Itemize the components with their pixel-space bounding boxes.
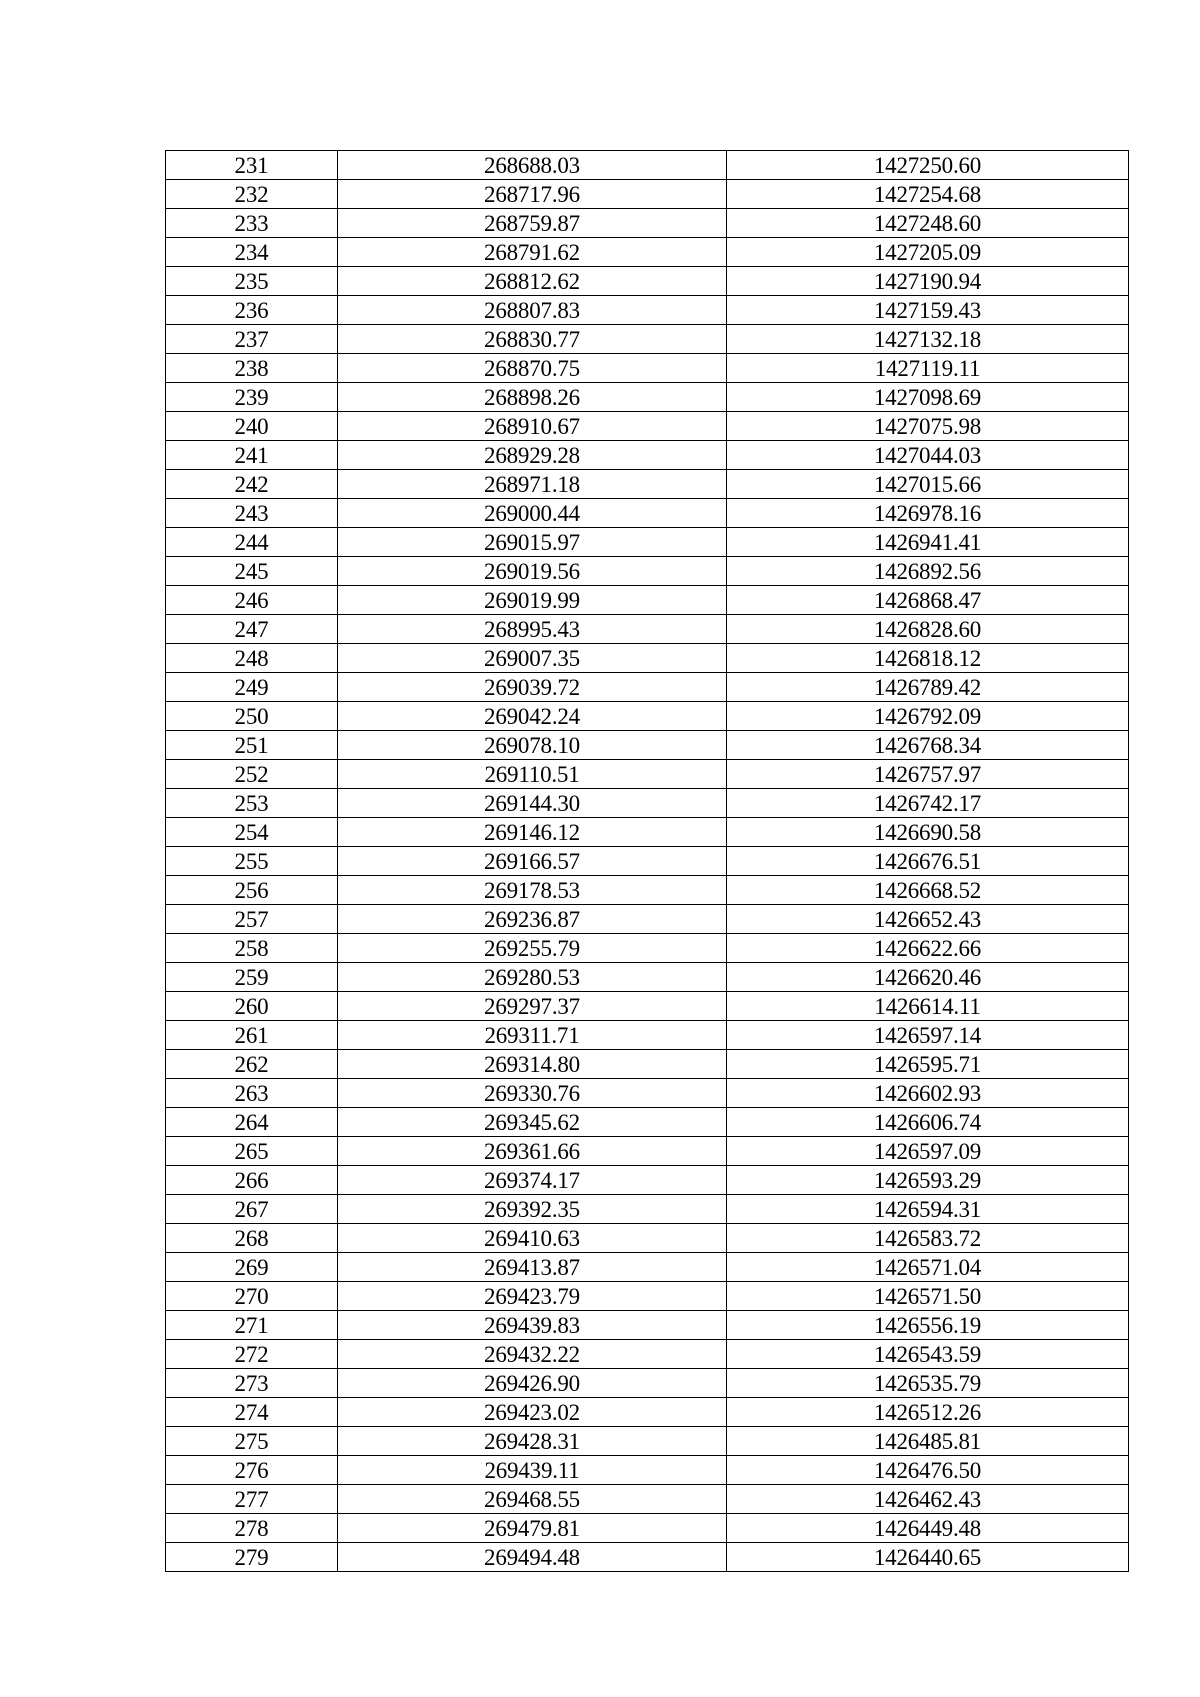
x-coordinate-cell: 269468.55: [338, 1485, 727, 1514]
point-number-cell: 267: [166, 1195, 338, 1224]
y-coordinate-cell: 1426978.16: [727, 499, 1129, 528]
point-number-cell: 231: [166, 151, 338, 180]
table-row: [166, 760, 1129, 789]
x-coordinate-cell: 269039.72: [338, 673, 727, 702]
x-coordinate-cell: 269361.66: [338, 1137, 727, 1166]
table-row: [166, 847, 1129, 876]
point-number-cell: 240: [166, 412, 338, 441]
table-row: [166, 412, 1129, 441]
table-row: [166, 1282, 1129, 1311]
y-coordinate-cell: 1426535.79: [727, 1369, 1129, 1398]
y-coordinate-cell: 1426556.19: [727, 1311, 1129, 1340]
y-coordinate-cell: 1426690.58: [727, 818, 1129, 847]
x-coordinate-cell: 269311.71: [338, 1021, 727, 1050]
table-row: [166, 1311, 1129, 1340]
point-number-cell: 255: [166, 847, 338, 876]
x-coordinate-cell: 269428.31: [338, 1427, 727, 1456]
y-coordinate-cell: 1426462.43: [727, 1485, 1129, 1514]
x-coordinate-cell: 269374.17: [338, 1166, 727, 1195]
x-coordinate-cell: 268759.87: [338, 209, 727, 238]
point-number-cell: 266: [166, 1166, 338, 1195]
y-coordinate-cell: 1427250.60: [727, 151, 1129, 180]
y-coordinate-cell: 1426792.09: [727, 702, 1129, 731]
point-number-cell: 253: [166, 789, 338, 818]
table-row: [166, 1253, 1129, 1282]
table-row: [166, 296, 1129, 325]
point-number-cell: 243: [166, 499, 338, 528]
point-number-cell: 249: [166, 673, 338, 702]
x-coordinate-cell: 269345.62: [338, 1108, 727, 1137]
y-coordinate-cell: 1426583.72: [727, 1224, 1129, 1253]
table-row: [166, 1340, 1129, 1369]
point-number-cell: 268: [166, 1224, 338, 1253]
point-number-cell: 256: [166, 876, 338, 905]
y-coordinate-cell: 1426676.51: [727, 847, 1129, 876]
point-number-cell: 233: [166, 209, 338, 238]
table-row: [166, 644, 1129, 673]
y-coordinate-cell: 1427190.94: [727, 267, 1129, 296]
x-coordinate-cell: 269479.81: [338, 1514, 727, 1543]
point-number-cell: 247: [166, 615, 338, 644]
x-coordinate-cell: 268688.03: [338, 151, 727, 180]
table-row: [166, 992, 1129, 1021]
table-row: [166, 383, 1129, 412]
table-row: [166, 876, 1129, 905]
point-number-cell: 272: [166, 1340, 338, 1369]
y-coordinate-cell: 1426789.42: [727, 673, 1129, 702]
table-row: [166, 1485, 1129, 1514]
coordinate-table: [165, 150, 1129, 1572]
x-coordinate-cell: 268830.77: [338, 325, 727, 354]
x-coordinate-cell: 269144.30: [338, 789, 727, 818]
point-number-cell: 242: [166, 470, 338, 499]
x-coordinate-cell: 269439.11: [338, 1456, 727, 1485]
y-coordinate-cell: 1426602.93: [727, 1079, 1129, 1108]
point-number-cell: 241: [166, 441, 338, 470]
table-row: [166, 1079, 1129, 1108]
table-row: [166, 151, 1129, 180]
y-coordinate-cell: 1427254.68: [727, 180, 1129, 209]
y-coordinate-cell: 1426941.41: [727, 528, 1129, 557]
table-row: [166, 528, 1129, 557]
y-coordinate-cell: 1426768.34: [727, 731, 1129, 760]
x-coordinate-cell: 269007.35: [338, 644, 727, 673]
x-coordinate-cell: 268910.67: [338, 412, 727, 441]
x-coordinate-cell: 269042.24: [338, 702, 727, 731]
table-row: [166, 586, 1129, 615]
y-coordinate-cell: 1427044.03: [727, 441, 1129, 470]
table-row: [166, 470, 1129, 499]
table-row: [166, 615, 1129, 644]
y-coordinate-cell: 1426668.52: [727, 876, 1129, 905]
x-coordinate-cell: 268812.62: [338, 267, 727, 296]
x-coordinate-cell: 269236.87: [338, 905, 727, 934]
point-number-cell: 244: [166, 528, 338, 557]
y-coordinate-cell: 1427132.18: [727, 325, 1129, 354]
table-row: [166, 731, 1129, 760]
point-number-cell: 245: [166, 557, 338, 586]
table-row: [166, 702, 1129, 731]
y-coordinate-cell: 1426828.60: [727, 615, 1129, 644]
y-coordinate-cell: 1427075.98: [727, 412, 1129, 441]
table-row: [166, 209, 1129, 238]
point-number-cell: 263: [166, 1079, 338, 1108]
y-coordinate-cell: 1426606.74: [727, 1108, 1129, 1137]
point-number-cell: 262: [166, 1050, 338, 1079]
y-coordinate-cell: 1426614.11: [727, 992, 1129, 1021]
point-number-cell: 257: [166, 905, 338, 934]
y-coordinate-cell: 1427119.11: [727, 354, 1129, 383]
point-number-cell: 276: [166, 1456, 338, 1485]
table-row: [166, 789, 1129, 818]
y-coordinate-cell: 1427159.43: [727, 296, 1129, 325]
point-number-cell: 275: [166, 1427, 338, 1456]
point-number-cell: 265: [166, 1137, 338, 1166]
point-number-cell: 269: [166, 1253, 338, 1282]
table-row: [166, 1514, 1129, 1543]
point-number-cell: 264: [166, 1108, 338, 1137]
point-number-cell: 261: [166, 1021, 338, 1050]
x-coordinate-cell: 268717.96: [338, 180, 727, 209]
x-coordinate-cell: 269330.76: [338, 1079, 727, 1108]
point-number-cell: 277: [166, 1485, 338, 1514]
x-coordinate-cell: 268807.83: [338, 296, 727, 325]
y-coordinate-cell: 1426622.66: [727, 934, 1129, 963]
point-number-cell: 271: [166, 1311, 338, 1340]
point-number-cell: 258: [166, 934, 338, 963]
x-coordinate-cell: 269280.53: [338, 963, 727, 992]
x-coordinate-cell: 268995.43: [338, 615, 727, 644]
y-coordinate-cell: 1427015.66: [727, 470, 1129, 499]
x-coordinate-cell: 269078.10: [338, 731, 727, 760]
x-coordinate-cell: 269426.90: [338, 1369, 727, 1398]
table-row: [166, 267, 1129, 296]
coordinate-table-body: [166, 151, 1129, 1572]
table-row: [166, 934, 1129, 963]
table-row: [166, 1369, 1129, 1398]
x-coordinate-cell: 268929.28: [338, 441, 727, 470]
point-number-cell: 238: [166, 354, 338, 383]
table-row: [166, 1543, 1129, 1572]
x-coordinate-cell: 269255.79: [338, 934, 727, 963]
x-coordinate-cell: 268870.75: [338, 354, 727, 383]
x-coordinate-cell: 269423.02: [338, 1398, 727, 1427]
x-coordinate-cell: 269178.53: [338, 876, 727, 905]
y-coordinate-cell: 1426512.26: [727, 1398, 1129, 1427]
y-coordinate-cell: 1426440.65: [727, 1543, 1129, 1572]
table-row: [166, 1427, 1129, 1456]
point-number-cell: 235: [166, 267, 338, 296]
point-number-cell: 273: [166, 1369, 338, 1398]
x-coordinate-cell: 269019.99: [338, 586, 727, 615]
point-number-cell: 270: [166, 1282, 338, 1311]
point-number-cell: 254: [166, 818, 338, 847]
table-row: [166, 818, 1129, 847]
x-coordinate-cell: 269297.37: [338, 992, 727, 1021]
y-coordinate-cell: 1426868.47: [727, 586, 1129, 615]
table-row: [166, 354, 1129, 383]
point-number-cell: 278: [166, 1514, 338, 1543]
table-row: [166, 673, 1129, 702]
y-coordinate-cell: 1426597.14: [727, 1021, 1129, 1050]
table-row: [166, 905, 1129, 934]
x-coordinate-cell: 268791.62: [338, 238, 727, 267]
x-coordinate-cell: 269146.12: [338, 818, 727, 847]
point-number-cell: 259: [166, 963, 338, 992]
y-coordinate-cell: 1426449.48: [727, 1514, 1129, 1543]
y-coordinate-cell: 1426597.09: [727, 1137, 1129, 1166]
table-row: [166, 1021, 1129, 1050]
point-number-cell: 252: [166, 760, 338, 789]
x-coordinate-cell: 269410.63: [338, 1224, 727, 1253]
x-coordinate-cell: 269423.79: [338, 1282, 727, 1311]
x-coordinate-cell: 269166.57: [338, 847, 727, 876]
y-coordinate-cell: 1427098.69: [727, 383, 1129, 412]
table-row: [166, 1398, 1129, 1427]
table-row: [166, 963, 1129, 992]
point-number-cell: 239: [166, 383, 338, 412]
x-coordinate-cell: 269432.22: [338, 1340, 727, 1369]
x-coordinate-cell: 269314.80: [338, 1050, 727, 1079]
x-coordinate-cell: 269015.97: [338, 528, 727, 557]
table-row: [166, 180, 1129, 209]
point-number-cell: 234: [166, 238, 338, 267]
x-coordinate-cell: 269110.51: [338, 760, 727, 789]
y-coordinate-cell: 1426620.46: [727, 963, 1129, 992]
y-coordinate-cell: 1426571.50: [727, 1282, 1129, 1311]
table-row: [166, 1108, 1129, 1137]
table-row: [166, 557, 1129, 586]
point-number-cell: 260: [166, 992, 338, 1021]
y-coordinate-cell: 1426593.29: [727, 1166, 1129, 1195]
table-row: [166, 1050, 1129, 1079]
point-number-cell: 251: [166, 731, 338, 760]
x-coordinate-cell: 268898.26: [338, 383, 727, 412]
point-number-cell: 236: [166, 296, 338, 325]
y-coordinate-cell: 1426818.12: [727, 644, 1129, 673]
table-row: [166, 1456, 1129, 1485]
point-number-cell: 279: [166, 1543, 338, 1572]
x-coordinate-cell: 269392.35: [338, 1195, 727, 1224]
point-number-cell: 250: [166, 702, 338, 731]
table-row: [166, 499, 1129, 528]
y-coordinate-cell: 1426652.43: [727, 905, 1129, 934]
point-number-cell: 237: [166, 325, 338, 354]
y-coordinate-cell: 1426594.31: [727, 1195, 1129, 1224]
x-coordinate-cell: 268971.18: [338, 470, 727, 499]
x-coordinate-cell: 269000.44: [338, 499, 727, 528]
y-coordinate-cell: 1427248.60: [727, 209, 1129, 238]
y-coordinate-cell: 1426757.97: [727, 760, 1129, 789]
y-coordinate-cell: 1426571.04: [727, 1253, 1129, 1282]
y-coordinate-cell: 1426476.50: [727, 1456, 1129, 1485]
point-number-cell: 246: [166, 586, 338, 615]
x-coordinate-cell: 269439.83: [338, 1311, 727, 1340]
point-number-cell: 248: [166, 644, 338, 673]
table-row: [166, 238, 1129, 267]
table-row: [166, 1166, 1129, 1195]
table-row: [166, 1224, 1129, 1253]
table-row: [166, 1195, 1129, 1224]
y-coordinate-cell: 1426543.59: [727, 1340, 1129, 1369]
y-coordinate-cell: 1426485.81: [727, 1427, 1129, 1456]
x-coordinate-cell: 269413.87: [338, 1253, 727, 1282]
point-number-cell: 274: [166, 1398, 338, 1427]
y-coordinate-cell: 1426742.17: [727, 789, 1129, 818]
x-coordinate-cell: 269019.56: [338, 557, 727, 586]
y-coordinate-cell: 1426892.56: [727, 557, 1129, 586]
y-coordinate-cell: 1426595.71: [727, 1050, 1129, 1079]
table-row: [166, 325, 1129, 354]
point-number-cell: 232: [166, 180, 338, 209]
table-row: [166, 1137, 1129, 1166]
x-coordinate-cell: 269494.48: [338, 1543, 727, 1572]
y-coordinate-cell: 1427205.09: [727, 238, 1129, 267]
table-row: [166, 441, 1129, 470]
